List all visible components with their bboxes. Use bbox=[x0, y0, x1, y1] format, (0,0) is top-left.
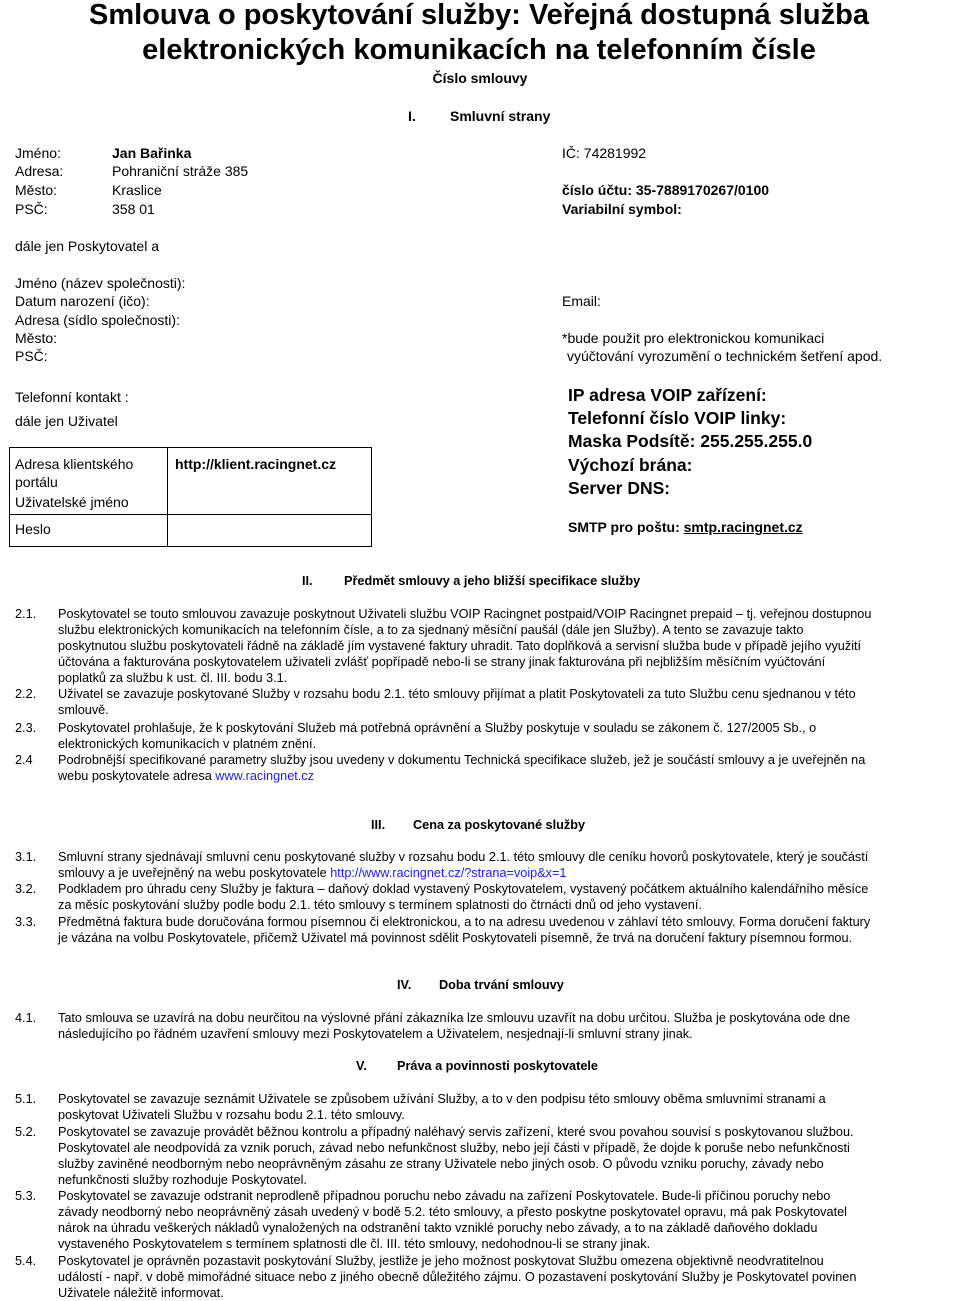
item-2-1-number: 2.1. bbox=[15, 607, 37, 621]
racingnet-link[interactable]: www.racingnet.cz bbox=[215, 769, 314, 783]
portal-address-label: Adresa klientského bbox=[15, 456, 134, 472]
item-2-2-number: 2.2. bbox=[15, 687, 37, 701]
item-3-3-number: 3.3. bbox=[15, 915, 37, 929]
item-5-2-number: 5.2. bbox=[15, 1125, 37, 1139]
item-3-2-number: 3.2. bbox=[15, 882, 37, 896]
item-5-1-number: 5.1. bbox=[15, 1092, 37, 1106]
section-2-number: II. bbox=[302, 574, 313, 588]
section-5-number: V. bbox=[356, 1059, 367, 1073]
smtp-row bbox=[568, 519, 803, 535]
section-5-title: Práva a povinnosti poskytovatele bbox=[397, 1059, 598, 1073]
smtp-label: SMTP pro poštu: bbox=[568, 519, 680, 535]
portal-address-label-2: portálu bbox=[15, 474, 58, 490]
section-3-title: Cena za poskytované služby bbox=[413, 818, 586, 832]
voip-mask-label: Maska Podsítě: 255.255.255.0 bbox=[568, 431, 813, 451]
item-4-1-text: Tato smlouva se uzavírá na dobu neurčitou na výslovné přání zákazníka lze smlouvu uzavřít na dobu určitou. Služba je poskytována ode dne následujícího po řádném uzavření smlouvy mezi Poskytovatelem a Uživatelem, nesjednají-li smluvní strany jinak. bbox=[58, 1011, 851, 1041]
item-5-2-text: Poskytovatel se zavazuje provádět běžnou kontrolu a případný naléhavý servis zařízení, které svou povahou souvisí s poskytovanou službou. Poskytovatel ale neodpovídá za vznik poruch, závad nebo nefunkčnost služby, nebo její části v případě, že dojde k poruše nebo nefunkčnosti služby zaviněné neodborným nebo neoprávněným zásahu ze strany Uživatele nebo jiných osob. O původu vzniku poruchy, závady nebo nefunkčnosti služby rozhoduje Poskytovatel. bbox=[58, 1125, 854, 1187]
email-note-line-2: vyúčtování vyrozumění o technickém šetření apod. bbox=[567, 348, 883, 364]
portal-table-row-divider bbox=[9, 514, 371, 515]
voip-gateway-label: Výchozí brána: bbox=[568, 455, 693, 475]
item-2-4-text: Podrobnější specifikované parametry služby jsou uvedeny v dokumentu Technická specifikace služeb, jež je součástí smlouvy a je uveřejněn na webu poskytovatele adresa www.racingnet.cz bbox=[58, 753, 866, 783]
item-3-3-text: Předmětná faktura bude doručována formou písemnou či elektronickou, a to na adresu uvedenou v záhlaví této smlouvy. Forma doručení faktury je vázána na volbu Poskytovatele, přičemž Uživatel má povinnost sdělit Poskytovateli písemně, že trvá na doručení faktury písemnou formou. bbox=[58, 915, 871, 945]
voip-phone-label: Telefonní číslo VOIP linky: bbox=[568, 408, 787, 428]
email-note-line-1: *bude použit pro elektronickou komunikaci bbox=[562, 330, 825, 346]
item-2-3-number: 2.3. bbox=[15, 721, 37, 735]
provider-city-label: Město: bbox=[15, 182, 58, 198]
item-2-2-text: Uživatel se zavazuje poskytované Služby v rozsahu bodu 2.1. této smlouvy přijímat a platit Poskytovateli za tuto Službu cenu sjednanou v této smlouvě. bbox=[58, 687, 856, 717]
customer-email-label: Email: bbox=[562, 293, 601, 309]
item-5-3-number: 5.3. bbox=[15, 1189, 37, 1203]
provider-zip-label: PSČ: bbox=[15, 201, 48, 217]
provider-city: Kraslice bbox=[112, 182, 162, 198]
item-5-1-text: Poskytovatel se zavazuje seznámit Uživatele se způsobem užívání Služby, a to v den podpisu této smlouvy oběma smluvními stranami a poskytovat Uživateli Službu v rozsahu bodu 2.1. této smlouvy. bbox=[58, 1092, 826, 1122]
section-1-number: I. bbox=[408, 108, 416, 124]
item-3-1-number: 3.1. bbox=[15, 850, 37, 864]
voip-dns-label: Server DNS: bbox=[568, 478, 671, 498]
section-4-title: Doba trvání smlouvy bbox=[439, 978, 564, 992]
variable-symbol-label: Variabilní symbol: bbox=[562, 201, 682, 217]
customer-role: dále jen Uživatel bbox=[15, 413, 118, 429]
price-list-link[interactable]: http://www.racingnet.cz/?strana=voip&x=1 bbox=[330, 866, 567, 880]
provider-name-label: Jméno: bbox=[15, 145, 61, 161]
provider-address: Pohraniční stráže 385 bbox=[112, 163, 249, 179]
item-2-3-text: Poskytovatel prohlašuje, že k poskytování Služeb má potřebná oprávnění a Služby poskytuje v souladu se zákonem č. 127/2005 Sb., o elektronických komunikacích v platném znění. bbox=[58, 721, 817, 751]
provider-zip: 358 01 bbox=[112, 201, 155, 217]
customer-birth-label: Datum narození (ičo): bbox=[15, 293, 150, 309]
section-2-title: Předmět smlouvy a jeho bližší specifikace služby bbox=[344, 574, 641, 588]
customer-city-label: Město: bbox=[15, 330, 58, 346]
item-4-1-number: 4.1. bbox=[15, 1011, 37, 1025]
portal-address-value[interactable]: http://klient.racingnet.cz bbox=[175, 456, 337, 472]
portal-table-divider bbox=[167, 447, 168, 546]
item-2-4-number: 2.4 bbox=[15, 753, 33, 767]
smtp-value[interactable]: smtp.racingnet.cz bbox=[683, 519, 803, 535]
section-1-title: Smluvní strany bbox=[450, 108, 551, 124]
portal-password-label: Heslo bbox=[15, 521, 51, 537]
provider-account: číslo účtu: 35-7889170267/0100 bbox=[562, 182, 770, 198]
item-2-1-text: Poskytovatel se touto smlouvou zavazuje poskytnout Uživateli službu VOIP Racingnet postpaid/VOIP Racingnet prepaid – tj. veřejnou dostupnou službu elektronických komunikacích na telefonním čísle, a to za sjednaný měsíční paušál (dále jen Služby). A tento se zavazuje takto poskytnutou službu poskytovateli řádně na základě jím vystavené faktury uhradit. Tato doplňková a servisní služba bude v případě jejího využití účtována a fakturována poskytovatelem uživateli zvlášť popřípadě nebo-li se strany jinak fakturována při nejbližším měsíčním vyúčtování poplatků za službu k ust. čl. III. bodu 3.1. bbox=[58, 607, 872, 685]
document-title: Smlouva o poskytování služby: Veřejná dostupná služba elektronických komunikacích na telefonním čísle bbox=[89, 0, 869, 66]
item-3-1-text: Smluvní strany sjednávají smluvní cenu poskytované služby v rozsahu bodu 2.1. této smlouvy dle ceníku hovorů poskytovatele, který je součástí smlouvy a je uveřejněný na webu poskytovatele http://www.racingnet.cz/?strana=voip&x=1 bbox=[58, 850, 869, 880]
provider-role: dále jen Poskytovatel a bbox=[15, 238, 159, 254]
item-5-3-text: Poskytovatel se zavazuje odstranit neprodleně případnou poruchu nebo závadu na zařízení Poskytovatele. Bude-li příčinou poruchy nebo závady neodborný nebo neoprávněný zásah uvedený v bodě 5.2. této smlouvy, a přesto poskytne poskytovatel opravu, má pak Poskytovatel nárok na úhradu veškerých nákladů vynaložených na odstranění takto vzniklé poruchy nebo závady, a to na základě daňového dokladu vystaveného Poskytovatelem s termínem splatnosti dle čl. III. této smlouvy, nedohodnou-li se strany jinak. bbox=[58, 1189, 847, 1251]
section-3-number: III. bbox=[371, 818, 386, 832]
customer-zip-label: PSČ: bbox=[15, 348, 48, 364]
item-5-4-number: 5.4. bbox=[15, 1254, 37, 1268]
provider-address-label: Adresa: bbox=[15, 163, 64, 179]
section-4-number: IV. bbox=[397, 978, 412, 992]
provider-name: Jan Bařinka bbox=[112, 145, 192, 161]
provider-ic: IČ: 74281992 bbox=[562, 145, 647, 161]
customer-address-label: Adresa (sídlo společnosti): bbox=[15, 312, 180, 328]
contract-number-label: Číslo smlouvy bbox=[432, 70, 528, 86]
item-3-2-text: Podkladem pro úhradu ceny Služby je faktura – daňový doklad vystavený Poskytovatelem, vystavený počátkem aktuálního kalendářního měsíce za měsíc poskytování služby podle bodu 2.1. této smlouvy s termínem splatnosti do čtrnácti dnů od jeho vystavení. bbox=[58, 882, 869, 912]
portal-username-label: Uživatelské jméno bbox=[15, 494, 129, 510]
customer-name-label: Jméno (název společnosti): bbox=[15, 275, 186, 291]
voip-ip-label: IP adresa VOIP zařízení: bbox=[568, 385, 767, 405]
customer-phone-label: Telefonní kontakt : bbox=[15, 389, 129, 405]
item-5-4-text: Poskytovatel je oprávněn pozastavit poskytování Služby, jestliže je jeho možnost poskytovat Službu omezena objektivně neodvratitelnou událostí - např. v době mimořádné situace nebo z jiného obecně důležitého zájmu. O pozastavení poskytování Služby je Poskytovatel povinen Uživatele náležitě informovat. bbox=[58, 1254, 857, 1300]
